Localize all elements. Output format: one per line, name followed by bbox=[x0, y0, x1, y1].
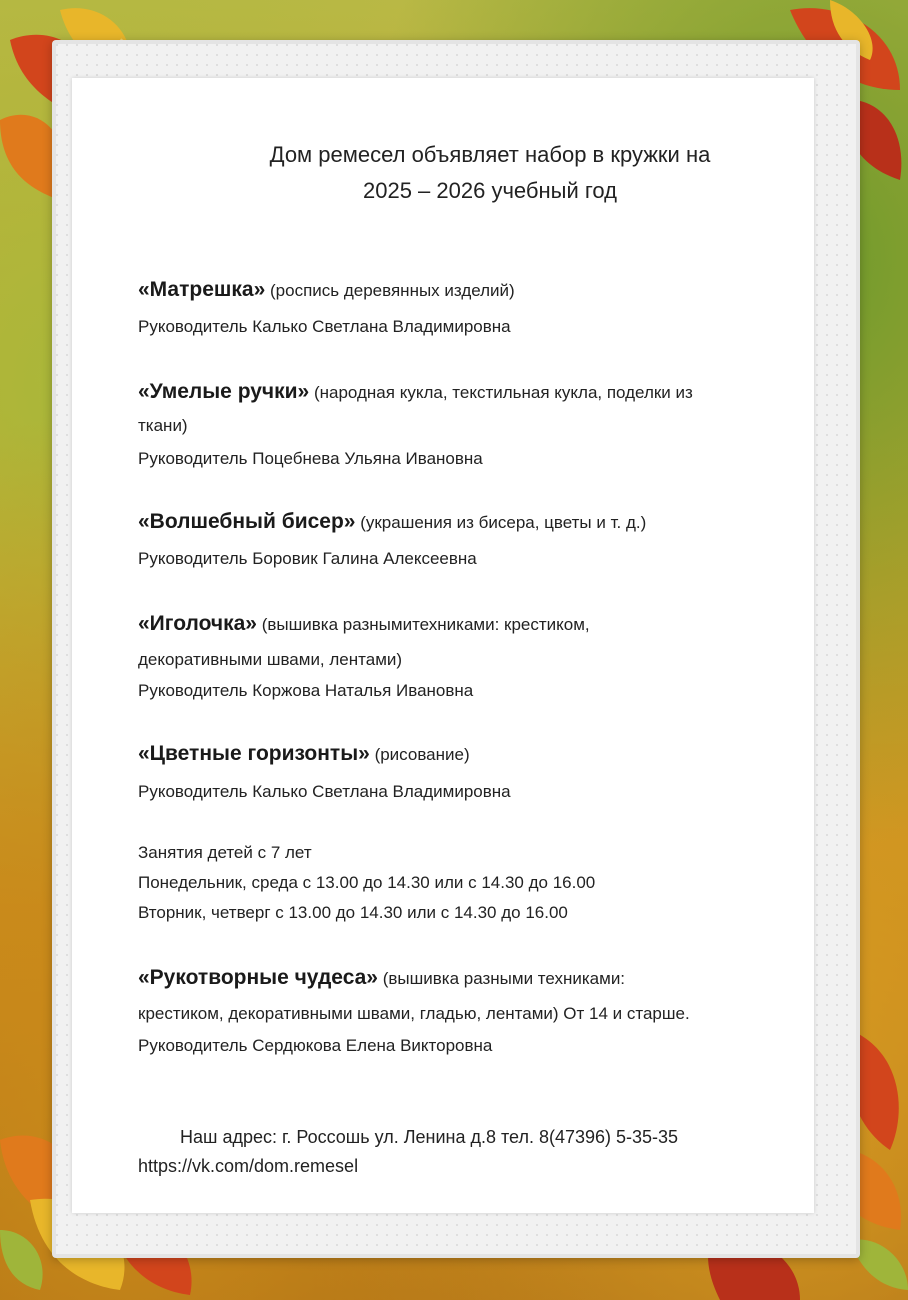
notice-title-line1: Дом ремесел объявляет набор в кружки на bbox=[269, 142, 711, 167]
schedule-mon-wed: Понедельник, среда с 13.00 до 14.30 или с 14.30 до 16.00 bbox=[138, 873, 596, 892]
club-leader: Руководитель Сердюкова Елена Викторовна bbox=[138, 1036, 493, 1055]
club-leader: Руководитель Калько Светлана Владимировна bbox=[138, 782, 511, 801]
club-name: «Иголочка» bbox=[138, 612, 257, 635]
address-line: Наш адрес: г. Россошь ул. Ленина д.8 тел. 8(47396) 5-35-35 bbox=[180, 1127, 679, 1147]
club-description: (народная кукла, текстильная кукла, поделки из bbox=[309, 383, 693, 402]
club-leader: Руководитель Коржова Наталья Ивановна bbox=[138, 681, 474, 700]
club-name: «Рукотворные чудеса» bbox=[138, 966, 378, 989]
club-description-cont: ткани) bbox=[138, 416, 188, 435]
club-name: «Матрешка» bbox=[138, 278, 266, 301]
notice-title-line2: 2025 – 2026 учебный год bbox=[363, 178, 617, 203]
club-name: «Волшебный бисер» bbox=[138, 510, 356, 533]
club-tsvetnye-gorizonty bbox=[138, 742, 470, 766]
club-leader: Руководитель Калько Светлана Владимировна bbox=[138, 317, 511, 336]
club-description: (роспись деревянных изделий) bbox=[265, 281, 515, 300]
club-description: (украшения из бисера, цветы и т. д.) bbox=[355, 513, 647, 532]
club-name: «Умелые ручки» bbox=[138, 380, 310, 403]
club-umelye-ruchki bbox=[138, 380, 693, 404]
vk-link[interactable]: https://vk.com/dom.remesel bbox=[138, 1156, 359, 1176]
club-description: (рисование) bbox=[369, 745, 470, 764]
club-description: (вышивка разнымитехниками: крестиком, bbox=[256, 615, 590, 634]
club-description-cont: крестиком, декоративными швами, гладью, лентами) От 14 и старше. bbox=[138, 1004, 690, 1023]
schedule-age: Занятия детей с 7 лет bbox=[138, 843, 312, 862]
schedule-tue-thu: Вторник, четверг с 13.00 до 14.30 или с 14.30 до 16.00 bbox=[138, 903, 568, 922]
club-description: (вышивка разными техниками: bbox=[377, 969, 626, 988]
club-volshebny-biser bbox=[138, 510, 646, 534]
club-leader: Руководитель Поцебнева Ульяна Ивановна bbox=[138, 449, 483, 468]
club-leader: Руководитель Боровик Галина Алексеевна bbox=[138, 549, 477, 568]
club-description-cont: декоративными швами, лентами) bbox=[138, 650, 403, 669]
club-rukotvornye-chudesa bbox=[138, 966, 625, 990]
club-matreshka bbox=[138, 278, 515, 302]
club-name: «Цветные горизонты» bbox=[138, 742, 370, 765]
club-igolochka bbox=[138, 612, 590, 636]
